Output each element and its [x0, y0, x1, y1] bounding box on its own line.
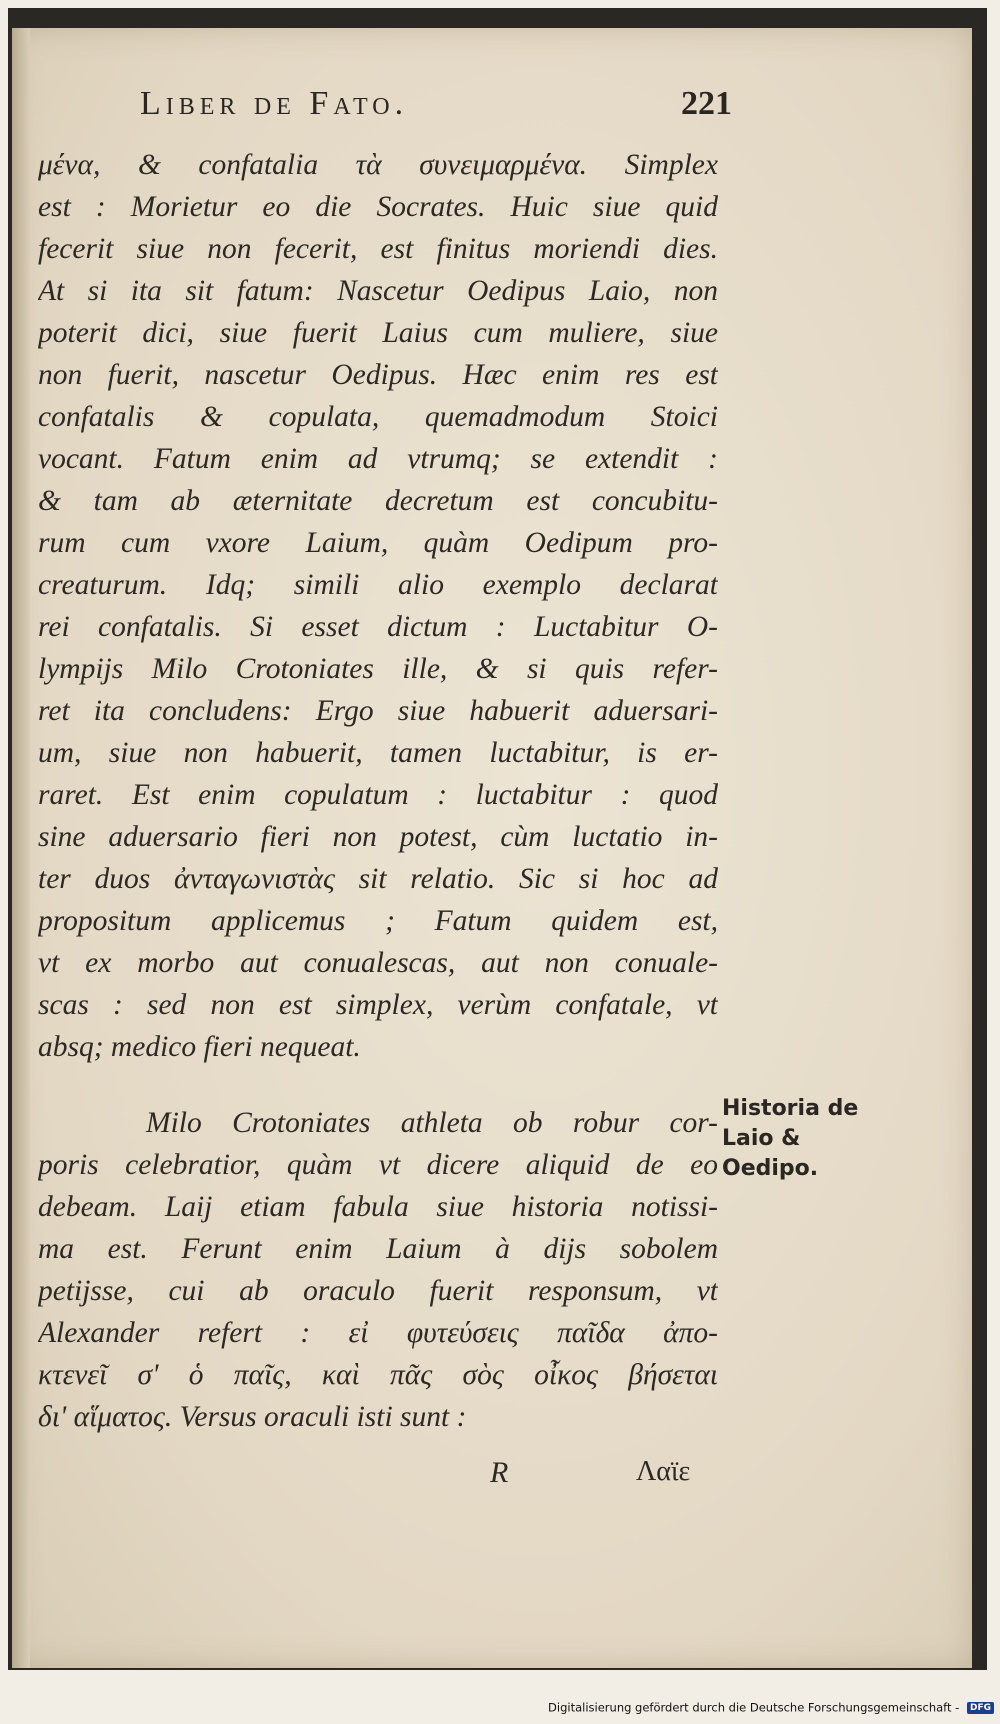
margin-note-line: Oedipo.: [722, 1156, 819, 1181]
text-line: δι' αἵματος. Versus oraculi isti sunt :: [38, 1401, 467, 1433]
text-line: At si ita sit fatum: Nascetur Oedipus Laio, non: [38, 275, 718, 307]
text-line: est : Morietur eo die Socrates. Huic siue quid: [38, 191, 718, 223]
text-line: ret ita concludens: Ergo siue habuerit aduersari-: [38, 695, 718, 727]
margin-note: [722, 1094, 872, 1184]
text-line: debeam. Laij etiam fabula siue historia notissi-: [38, 1191, 718, 1223]
text-line: vocant. Fatum enim ad vtrumq; se extendit :: [38, 443, 718, 475]
text-line: absq; medico fieri nequeat.: [38, 1031, 361, 1063]
text-line: κτενεῖ σ' ὁ παῖς, καὶ πᾶς σὸς οἶκος βήσεται: [38, 1359, 718, 1391]
text-line: sine aduersario fieri non potest, cùm luctatio in-: [38, 821, 718, 853]
text-line: non fuerit, nascetur Oedipus. Hæc enim res est: [38, 359, 718, 391]
text-line: creaturum. Idq; simili alio exemplo declarat: [38, 569, 718, 601]
text-line: vt ex morbo aut conualescas, aut non conuale-: [38, 947, 718, 979]
text-line: Alexander refert : εἰ φυτεύσεις παῖδα ἀπο-: [38, 1317, 718, 1349]
margin-note-line: Historia de: [722, 1096, 859, 1121]
catchword: Λαϊε: [636, 1456, 691, 1487]
text-line: fecerit siue non fecerit, est finitus moriendi dies.: [38, 233, 718, 265]
page-gutter-edge: [12, 28, 30, 1668]
text-line: ter duos ἀνταγωνιστὰς sit relatio. Sic si hoc ad: [38, 863, 718, 895]
signature-mark: R: [490, 1456, 509, 1489]
margin-note-line: Laio &: [722, 1126, 801, 1151]
text-line: raret. Est enim copulatum : luctabitur : quod: [38, 779, 718, 811]
text-line: lympijs Milo Crotoniates ille, & si quis refer-: [38, 653, 718, 685]
text-line: um, siue non habuerit, tamen luctabitur, is er-: [38, 737, 718, 769]
page-number: 221: [681, 85, 732, 122]
dfg-logo-icon: DFG: [967, 1702, 994, 1714]
text-line: ma est. Ferunt enim Laium à dijs sobolem: [38, 1233, 718, 1265]
text-line: confatalis & copulata, quemadmodum Stoici: [38, 401, 718, 433]
text-line: μένα, & confatalia τὰ συνειμαρμένα. Simplex: [38, 149, 718, 181]
text-line: Milo Crotoniates athleta ob robur cor-: [146, 1107, 718, 1139]
text-line: poterit dici, siue fuerit Laius cum muliere, siue: [38, 317, 718, 349]
footer-text: Digitalisierung gefördert durch die Deutsche Forschungsgemeinschaft -: [548, 1700, 960, 1715]
text-line: rum cum vxore Laium, quàm Oedipum pro-: [38, 527, 718, 559]
text-line: rei confatalis. Si esset dictum : Luctabitur O-: [38, 611, 718, 643]
text-line: propositum applicemus ; Fatum quidem est,: [38, 905, 718, 937]
running-head: Liber de Fato.: [140, 85, 409, 122]
text-line: poris celebratior, quàm vt dicere aliquid de eo: [38, 1149, 718, 1181]
digitization-footer: [540, 1700, 994, 1720]
body-text: [38, 144, 718, 1438]
text-line: & tam ab æternitate decretum est concubitu-: [38, 485, 718, 517]
text-line: petijsse, cui ab oraculo fuerit responsum, vt: [38, 1275, 718, 1307]
text-line: scas : sed non est simplex, verùm confatale, vt: [38, 989, 718, 1021]
